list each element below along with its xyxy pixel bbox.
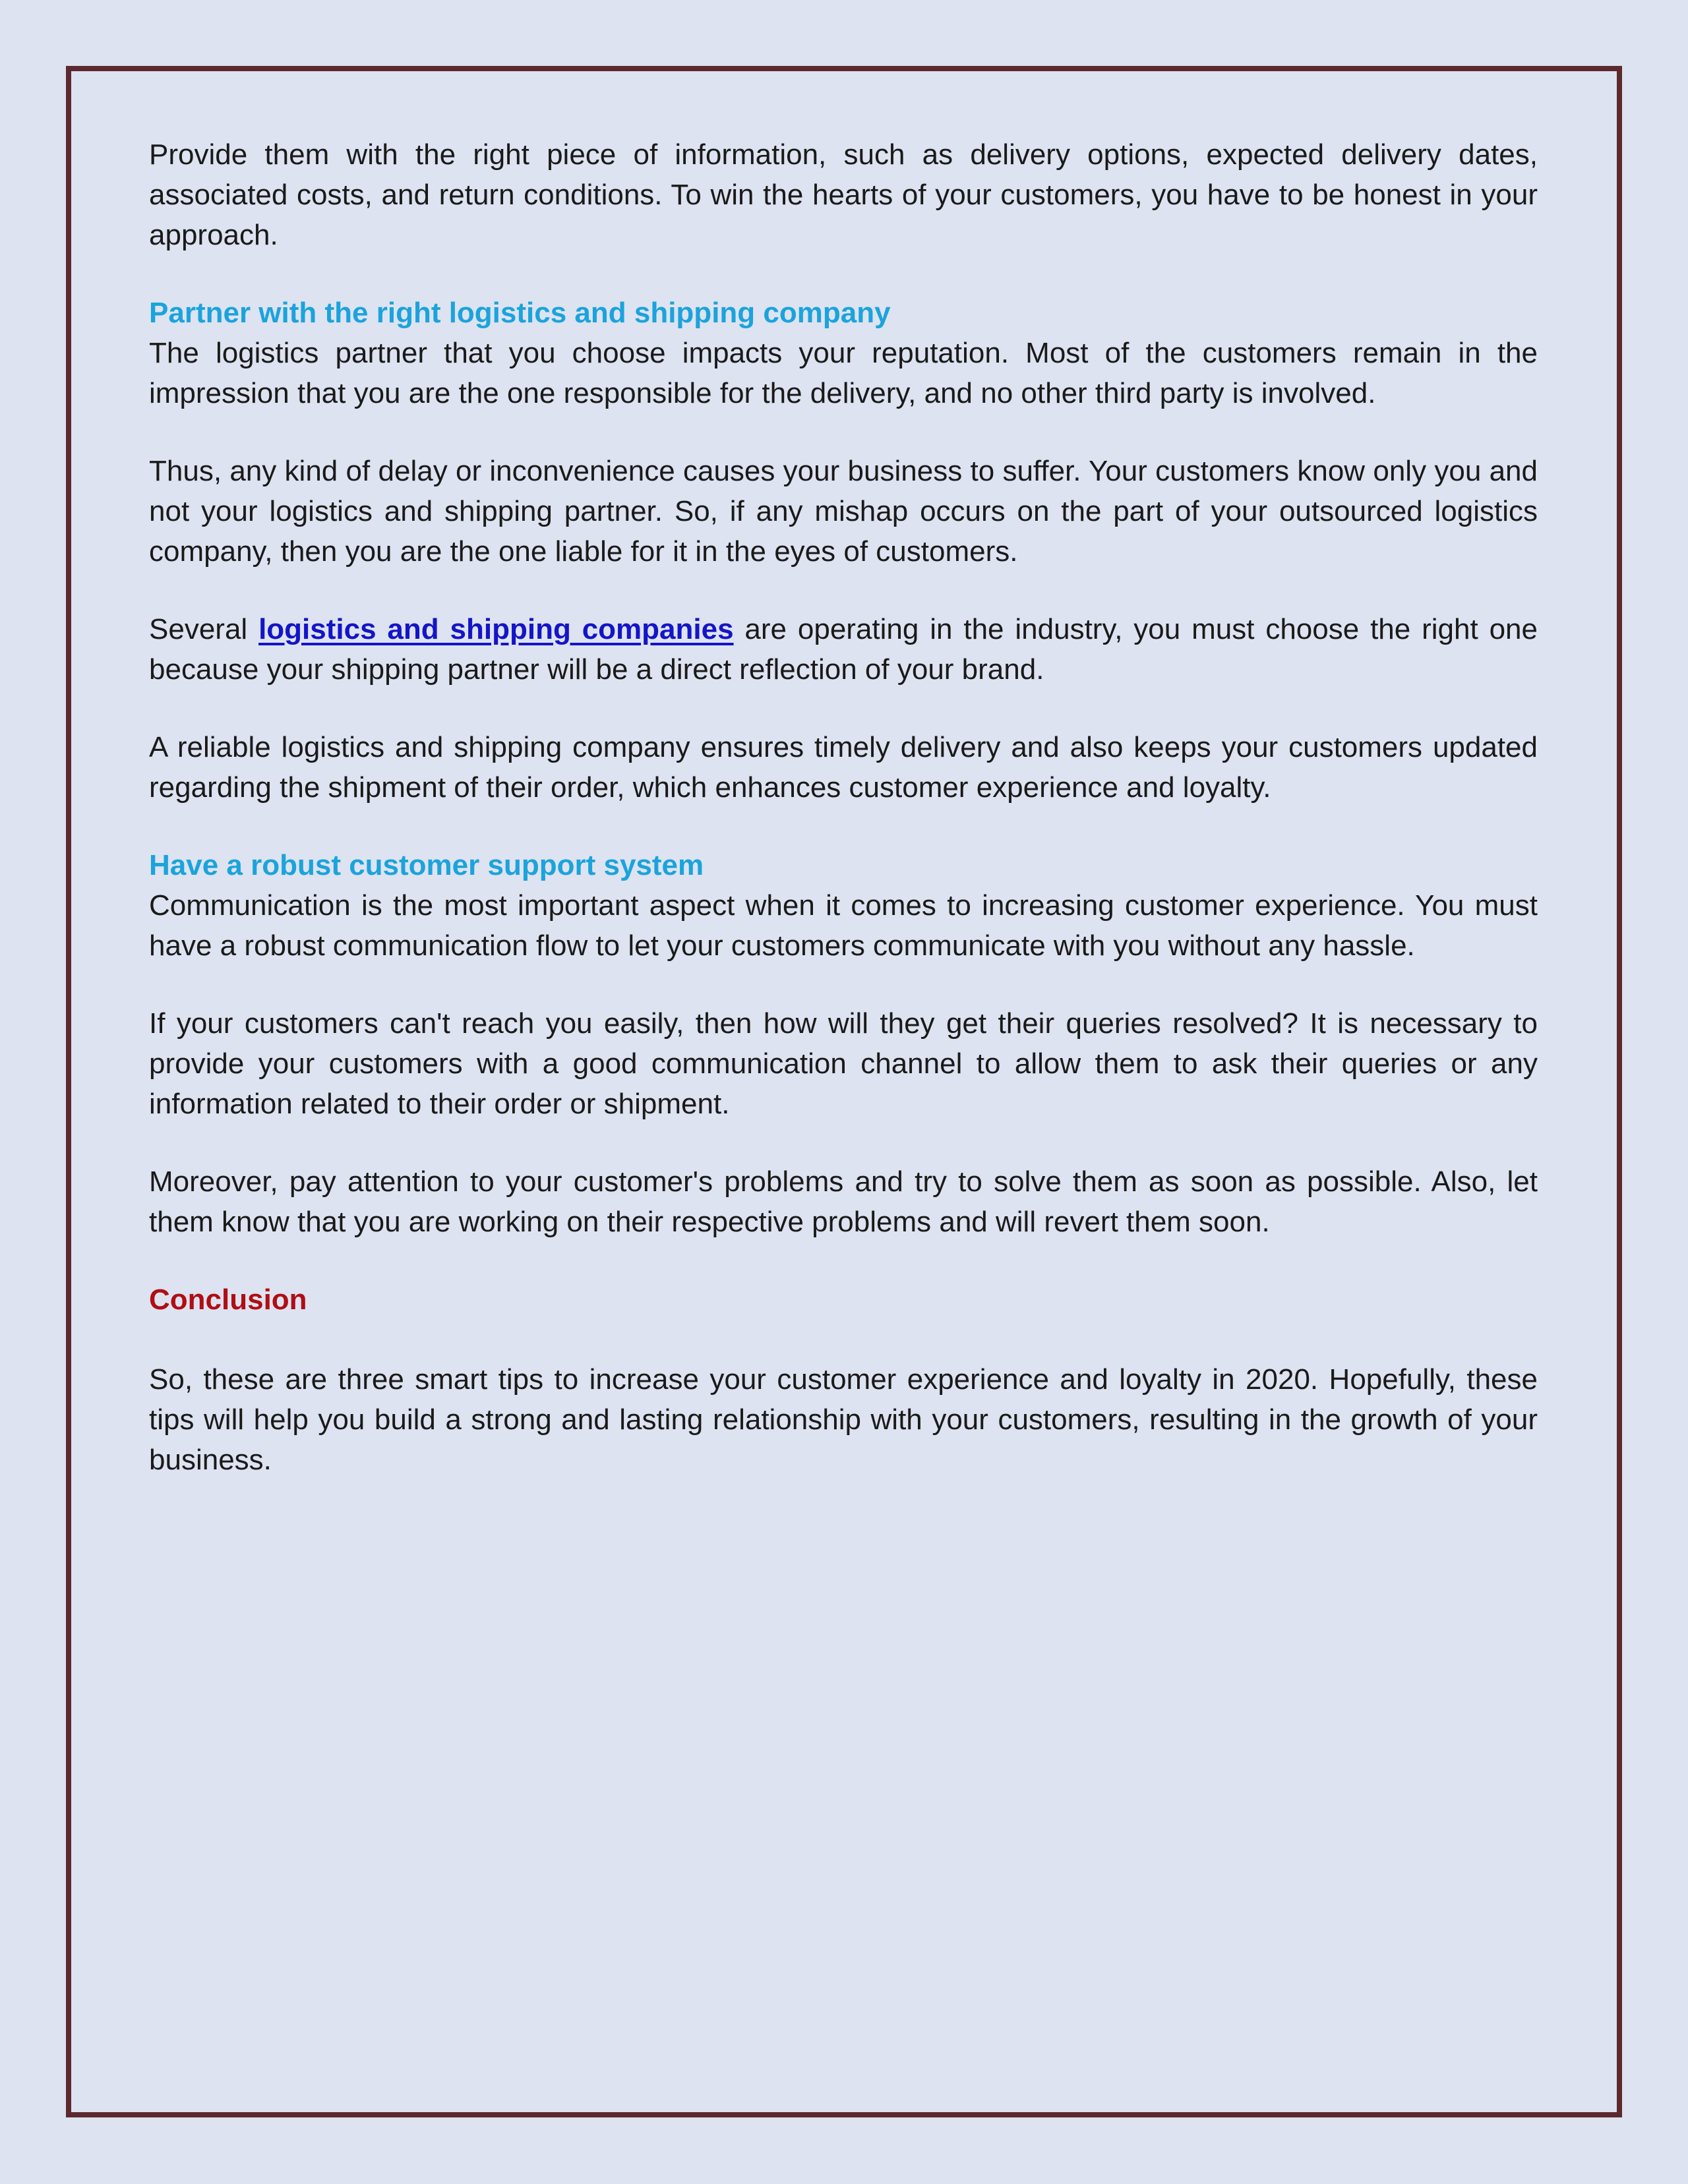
paragraph-conclusion: So, these are three smart tips to increase your customer experience and loyalty in 2020. Hopefully, these tips will help you build a strong and lasting relationship with your customers, resulting in the growth of your business. — [149, 1363, 1538, 1476]
heading-conclusion: Conclusion — [149, 1284, 307, 1316]
paragraph-delay-inconvenience: Thus, any kind of delay or inconvenience causes your business to suffer. Your customers know only you and not your logistics and shipping partner. So, if any mishap occurs on the part of your outsourced logistics company, then you are the one liable for it in the eyes of customers. — [149, 455, 1538, 568]
several-text: Several — [149, 613, 259, 645]
paragraph-communication: Communication is the most important aspect when it comes to increasing customer experience. You must have a robust communication flow to let your customers communicate with you without any hassle. — [149, 889, 1538, 962]
paragraph-reach-you: If your customers can't reach you easily, then how will they get their queries resolved? It is necessary to provide your customers with a good communication channel to allow them to ask their queries or any information related to their order or shipment. — [149, 1007, 1538, 1120]
heading-customer-support: Have a robust customer support system — [149, 849, 704, 881]
heading-logistics-partner: Partner with the right logistics and shipping company — [149, 297, 891, 329]
logistics-companies-link[interactable]: logistics and shipping companies — [258, 613, 734, 645]
paragraph-information: Provide them with the right piece of information, such as delivery options, expected delivery dates, associated costs, and return conditions. To win the hearts of your customers, you have to be honest in your approach. — [149, 138, 1538, 251]
operating-text: are operating in the industry, you must choose the right one because your shipping partner will be a direct reflection of your brand. — [149, 613, 1538, 686]
document-body — [149, 134, 1538, 1518]
paragraph-several-companies — [149, 609, 1538, 690]
paragraph-moreover: Moreover, pay attention to your customer's problems and try to solve them as soon as possible. Also, let them know that you are working on their respective problems and will revert them soon. — [149, 1166, 1538, 1238]
paragraph-reliable-company: A reliable logistics and shipping company ensures timely delivery and also keeps your customers updated regarding the shipment of their order, which enhances customer experience and loyalty. — [149, 731, 1538, 804]
paragraph-logistics-reputation: The logistics partner that you choose impacts your reputation. Most of the customers remain in the impression that you are the one responsible for the delivery, and no other third party is involved. — [149, 337, 1538, 409]
